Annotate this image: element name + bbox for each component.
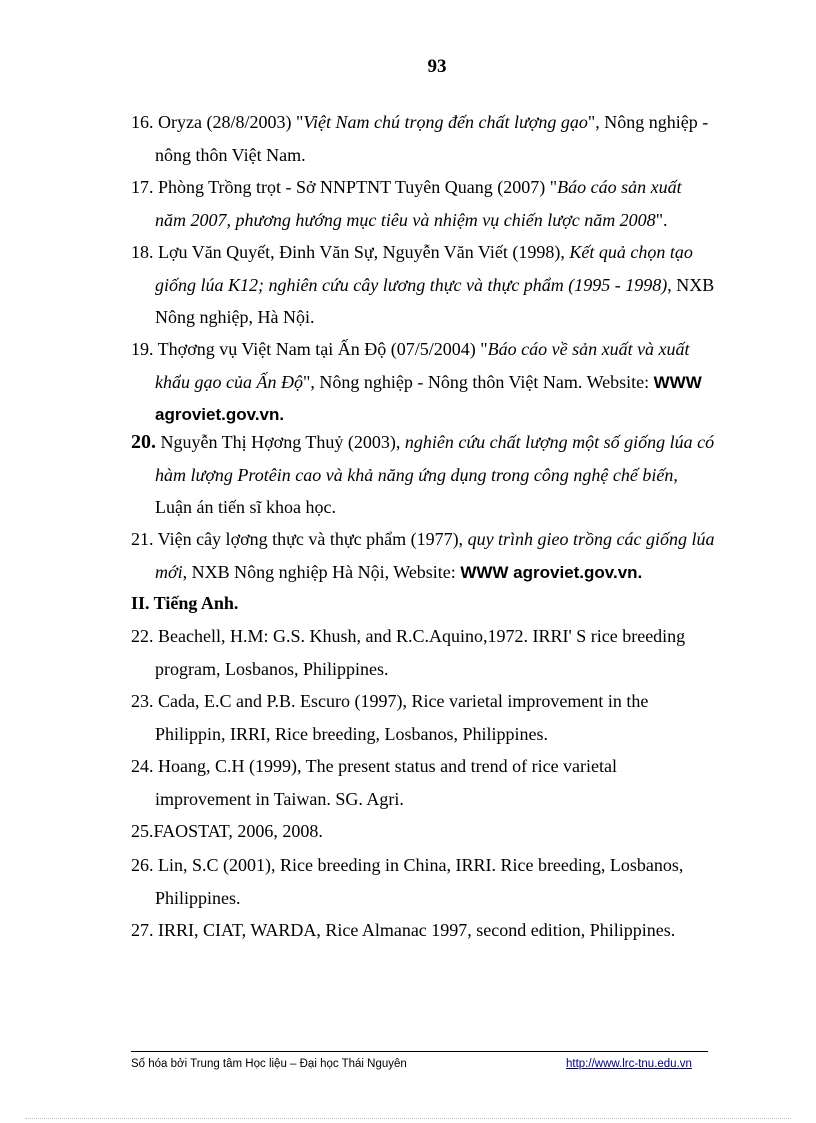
ref-text: improvement in Taiwan. SG. Agri.: [155, 788, 404, 809]
reference-23: [131, 685, 744, 750]
ref-text: ", Nông nghiệp -: [587, 112, 709, 132]
ref-number: 16.: [131, 112, 154, 132]
ref-number: 23.: [131, 691, 154, 711]
website-link[interactable]: agroviet.gov.vn.: [155, 405, 285, 424]
ref-title: Kết quả chọn tạo: [569, 242, 693, 262]
reference-25: [131, 815, 744, 848]
footer-divider: [131, 1051, 708, 1052]
ref-number: 27.: [131, 920, 154, 940]
ref-title: khẩu gạo của Ấn Độ: [155, 371, 303, 392]
ref-text: , NXB: [667, 274, 715, 295]
ref-text: Luận án tiến sĩ khoa học.: [155, 497, 336, 517]
ref-text: ".: [655, 209, 668, 230]
ref-title: Báo cáo về sản xuất và xuất: [487, 339, 690, 359]
ref-title: mới: [155, 561, 183, 582]
reference-19: [131, 333, 744, 432]
ref-number: 26.: [131, 855, 154, 875]
website-link[interactable]: WWW agroviet.gov.vn.: [460, 562, 643, 582]
reference-21: [131, 523, 744, 589]
page-bottom-border: [25, 1118, 791, 1119]
footer-url-link[interactable]: http://www.lrc-tnu.edu.vn: [566, 1058, 692, 1070]
ref-number: 22.: [131, 626, 154, 646]
ref-text: ,: [673, 464, 678, 485]
ref-number: 20.: [131, 431, 156, 453]
ref-title: hàm lượng Protêin cao và khả năng ứng dụng trong công nghệ chế biến: [155, 464, 674, 485]
ref-text: Philippines.: [155, 887, 241, 908]
ref-text: IRRI, CIAT, WARDA, Rice Almanac 1997, second edition, Philippines.: [153, 920, 676, 940]
ref-number: 25.: [131, 821, 154, 841]
ref-text: , NXB Nông nghiệp Hà Nội, Website:: [182, 561, 461, 582]
ref-number: 17.: [131, 177, 154, 197]
website-link[interactable]: WWW: [653, 372, 702, 392]
reference-18: [131, 236, 744, 334]
footer-credit: Số hóa bởi Trung tâm Học liệu – Đại học Thái Nguyên: [131, 1058, 407, 1070]
ref-number: 24.: [131, 756, 154, 776]
ref-text: Cada, E.C and P.B. Escuro (1997), Rice varietal improvement in the: [153, 691, 649, 711]
ref-text: Phòng Trồng trọt - Sở NNPTNT Tuyên Quang (2007) ": [153, 177, 558, 197]
ref-text: FAOSTAT, 2006, 2008.: [153, 821, 323, 841]
ref-text: Beachell, H.M: G.S. Khush, and R.C.Aquino,1972. IRRI' S rice breeding: [153, 626, 686, 646]
ref-title: quy trình gieo trồng các giống lúa: [467, 529, 715, 549]
section-heading: II. Tiếng Anh.: [131, 593, 239, 613]
ref-number: 21.: [131, 529, 154, 549]
ref-text: Nông nghiệp, Hà Nội.: [155, 307, 315, 327]
ref-title: giống lúa K12; nghiên cứu cây lương thực và thực phẩm (1995 - 1998): [155, 274, 668, 295]
ref-number: 19.: [131, 339, 154, 359]
ref-title: năm 2007, phương hướng mục tiêu và nhiệm vụ chiến lược năm 2008: [155, 209, 656, 230]
ref-text: Oryza (28/8/2003) ": [153, 112, 304, 132]
ref-title: nghiên cứu chất lượng một số giống lúa có: [404, 432, 715, 452]
page-number: 93: [427, 56, 447, 77]
reference-17: [131, 171, 744, 236]
ref-text: Hoang, C.H (1999), The present status and trend of rice varietal: [153, 756, 618, 776]
ref-text: Thợơng vụ Việt Nam tại Ấn Độ (07/5/2004) ": [153, 339, 488, 359]
reference-20: [131, 426, 744, 524]
ref-text: Viện cây lợơng thực và thực phẩm (1977),: [153, 529, 468, 549]
reference-27: [131, 914, 744, 947]
ref-title: Báo cáo sản xuất: [557, 177, 682, 197]
ref-text: program, Losbanos, Philippines.: [155, 658, 389, 679]
reference-24: [131, 750, 744, 815]
reference-26: [131, 849, 744, 914]
ref-text: Lợu Văn Quyết, Đinh Văn Sự, Nguyễn Văn Viết (1998),: [153, 242, 570, 262]
ref-text: ", Nông nghiệp - Nông thôn Việt Nam. Website:: [302, 371, 654, 392]
ref-text: Philippin, IRRI, Rice breeding, Losbanos, Philippines.: [155, 723, 548, 744]
ref-text: Lin, S.C (2001), Rice breeding in China, IRRI. Rice breeding, Losbanos,: [153, 855, 684, 875]
ref-text: nông thôn Việt Nam.: [155, 144, 306, 165]
reference-16: [131, 106, 744, 171]
reference-22: [131, 620, 744, 685]
ref-text: Nguyễn Thị Hợơng Thuỷ (2003),: [156, 432, 405, 452]
ref-title: Việt Nam chú trọng đến chất lượng gạo: [303, 112, 588, 132]
ref-number: 18.: [131, 242, 154, 262]
